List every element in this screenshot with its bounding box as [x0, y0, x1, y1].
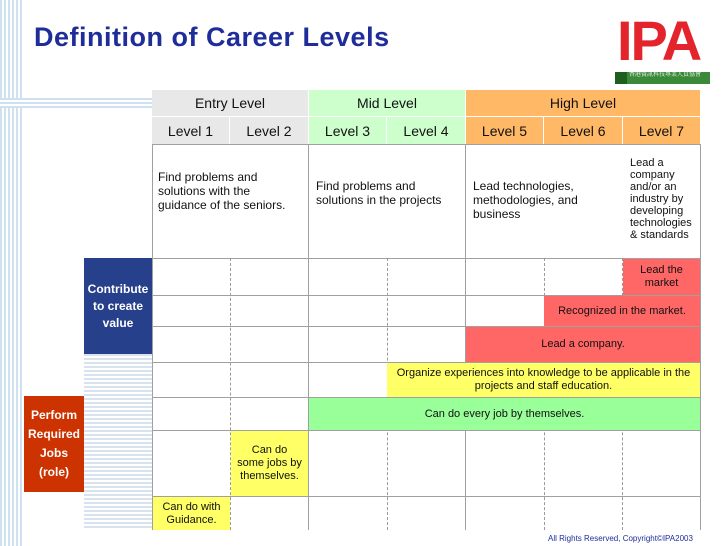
level-3: Level 3	[309, 117, 386, 144]
decorative-stripe-vertical	[0, 0, 24, 546]
header-high-level: High Level	[466, 90, 700, 116]
grid-line	[152, 496, 700, 497]
logo-subtitle: 香港資訊科技專業人員協會	[629, 72, 702, 78]
ipa-logo	[615, 9, 710, 84]
side-stripe-block	[84, 354, 152, 530]
grid-line	[152, 144, 153, 530]
logo-text: IPA	[617, 9, 701, 72]
level-5: Level 5	[466, 117, 543, 144]
grid-line	[700, 144, 701, 530]
side-label-contribute: Contribute to create value	[84, 258, 152, 354]
bar-lead-market: Lead the market	[623, 259, 700, 295]
level-4: Level 4	[387, 117, 465, 144]
bar-recognized-market: Recognized in the market.	[544, 296, 700, 326]
level-7: Level 7	[623, 117, 700, 144]
description-mid: Find problems and solutions in the projects	[316, 179, 442, 207]
page-title: Definition of Career Levels	[34, 22, 390, 52]
description-level7: Lead a company and/or an industry by developing technologies & standards	[630, 157, 692, 241]
level-2: Level 2	[230, 117, 308, 144]
grid-line	[152, 144, 700, 145]
grid-line	[308, 144, 309, 530]
copyright-notice: All Rights Reserved, Copyright©IPA2003	[548, 534, 693, 543]
logo-mark	[615, 72, 627, 84]
header-mid-level: Mid Level	[309, 90, 465, 116]
bar-lead-company: Lead a company.	[466, 327, 700, 362]
decorative-stripe-horizontal	[0, 98, 152, 108]
bar-some-jobs: Can do some jobs by themselves.	[231, 431, 308, 496]
bar-with-guidance: Can do with Guidance.	[153, 497, 230, 530]
grid-line	[152, 258, 700, 259]
description-high: Lead technologies, methodologies, and business	[473, 179, 578, 221]
logo-subtitle-bar	[615, 72, 710, 84]
header-entry-level: Entry Level	[152, 90, 308, 116]
level-1: Level 1	[152, 117, 229, 144]
bar-organize-experiences: Organize experiences into knowledge to be applicable in the projects and staff education.	[387, 363, 700, 397]
bar-every-job: Can do every job by themselves.	[309, 398, 700, 430]
side-label-perform: Perform Required Jobs (role)	[24, 396, 84, 492]
description-entry: Find problems and solutions with the guidance of the seniors.	[158, 170, 286, 212]
level-6: Level 6	[544, 117, 622, 144]
